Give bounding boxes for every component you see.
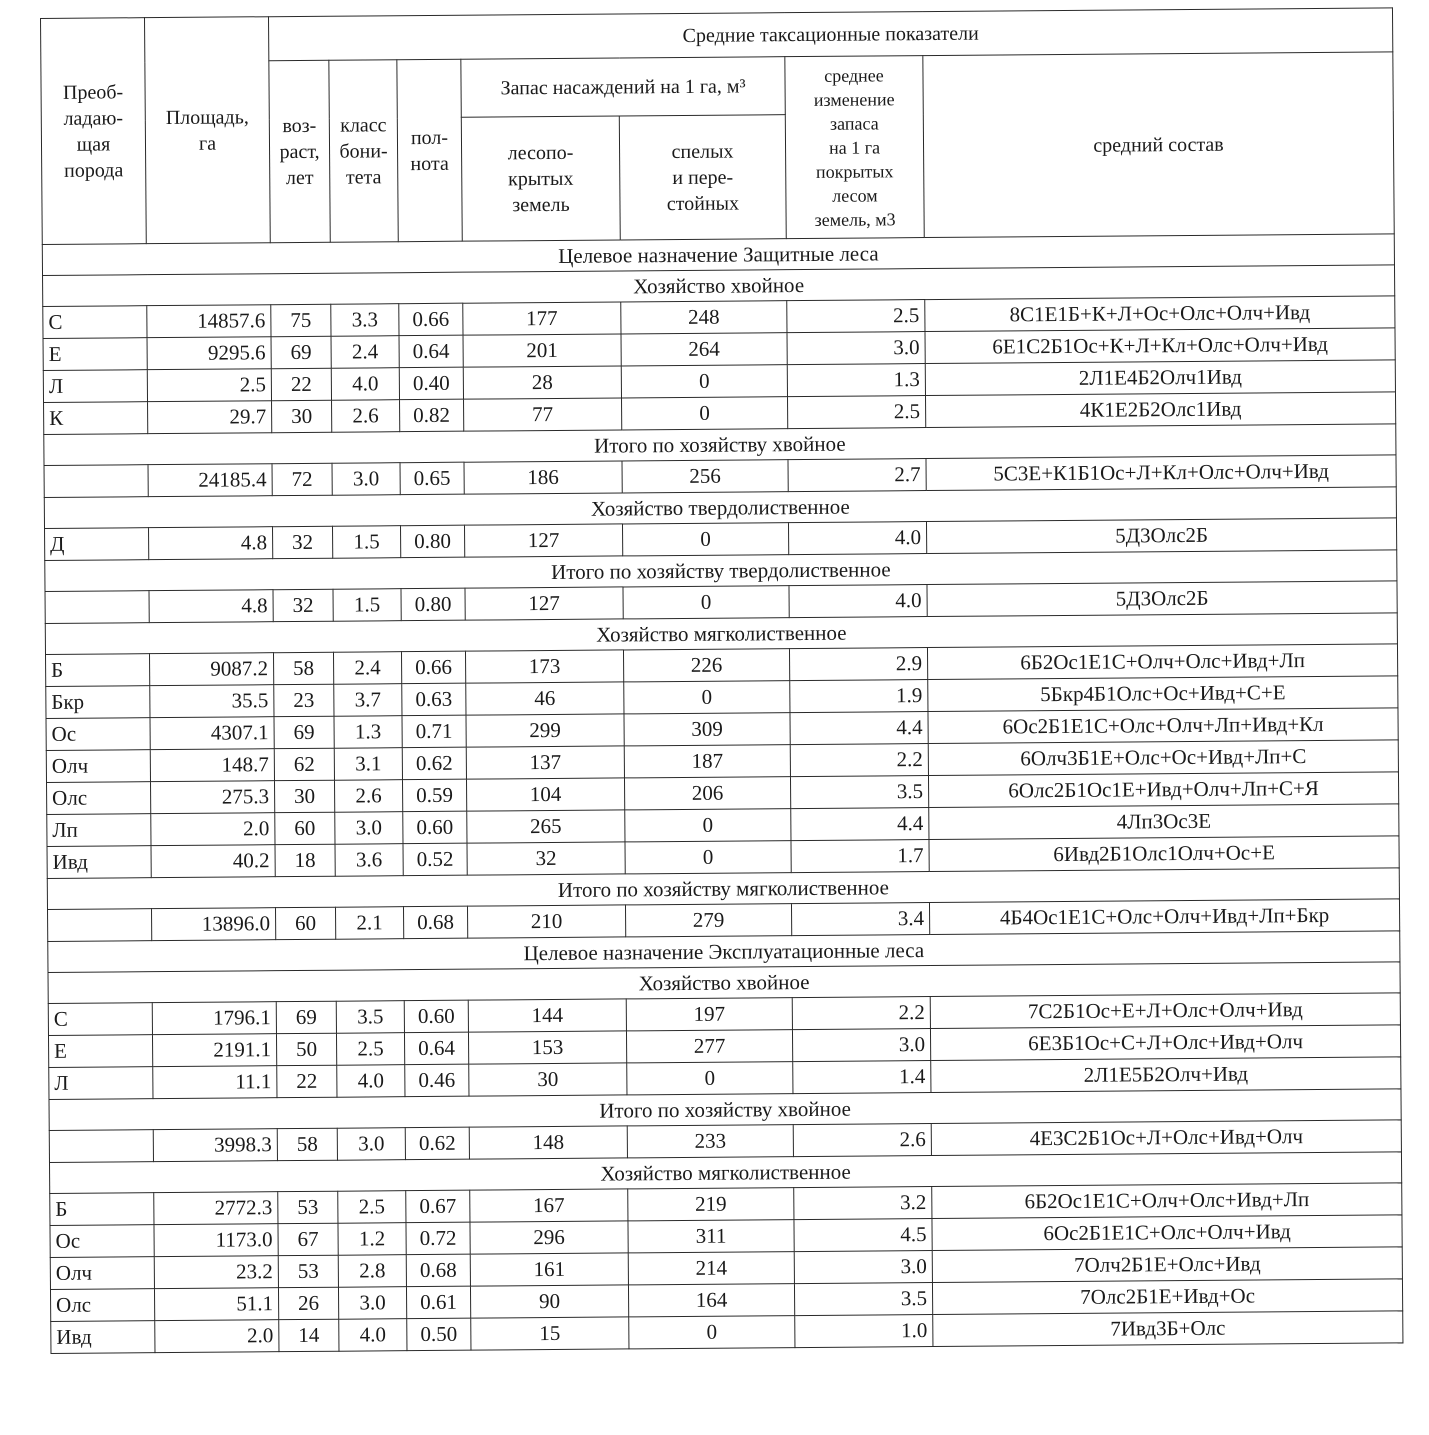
cell-stock-mature: 0 [625,809,791,842]
cell-bonitet: 2.4 [333,652,401,685]
cell-composition: 6Ос2Б1Е1С+Олс+Олч+Лп+Ивд+Кл [928,708,1398,744]
cell-species: Лп [47,814,151,847]
cell-age: 58 [273,652,333,684]
cell-species: С [48,1003,152,1036]
cell-species: Олс [50,1289,154,1322]
section-title: Хозяйство хвойное [48,962,1400,1004]
cell-age: 69 [271,336,331,368]
cell-area: 51.1 [154,1288,278,1321]
cell-composition: 5С3Е+К1Б1Ос+Л+Кл+Олс+Олч+Ивд [926,455,1396,491]
cell-change: 1.4 [793,1061,931,1094]
header-area: Площадь, га [145,17,271,244]
cell-bonitet: 3.5 [336,1001,404,1034]
cell-composition: 6Б2Ос1Е1С+Олч+Олс+Ивд+Лп [932,1183,1402,1219]
cell-change: 4.4 [790,712,928,745]
cell-change: 3.0 [787,332,925,365]
section-title: Целевое назначение Эксплуатационные леса [48,931,1400,973]
cell-composition: 5Бкр4Б1Олс+Ос+Ивд+С+Е [928,676,1398,712]
cell-stock-mature: 214 [628,1252,794,1285]
header-composition: средний состав [923,52,1394,238]
cell-composition: 2Л1Е5Б2Олч+Ивд [931,1057,1401,1093]
cell-area: 2191.1 [152,1034,276,1067]
header-group-title: Средние таксационные показатели [268,8,1392,61]
cell-density: 0.66 [401,651,465,684]
cell-stock-mature: 206 [624,777,790,810]
cell-stock-forest: 299 [466,714,624,747]
cell-stock-mature: 187 [624,745,790,778]
cell-composition: 7Олч2Б1Е+Олс+Ивд [932,1247,1402,1283]
cell-age: 50 [276,1033,336,1065]
cell-species: Бкр [46,686,150,719]
cell-change: 3.0 [794,1251,932,1284]
cell-density: 0.68 [403,906,467,939]
cell-density: 0.65 [400,462,464,495]
cell-species: Л [43,370,147,403]
cell-species: Олч [50,1257,154,1290]
header-change: среднее изменение запаса на 1 га покрытых лесом земель, м3 [785,56,924,239]
cell-species: Олс [47,782,151,815]
cell-change: 3.2 [794,1187,932,1220]
cell-density: 0.64 [399,335,463,368]
cell-composition: 7С2Б1Ос+Е+Л+Олс+Олч+Ивд [930,993,1400,1029]
cell-area: 1173.0 [154,1224,278,1257]
cell-stock-mature: 233 [627,1125,793,1158]
cell-composition: 6Б2Ос1Е1С+Олч+Олс+Ивд+Лп [927,644,1397,680]
cell-composition: 4Б4Ос1Е1С+Олс+Олч+Ивд+Лп+Бкр [929,899,1399,935]
cell-stock-mature: 311 [628,1220,794,1253]
section-title: Хозяйство мягколиственное [45,613,1397,655]
cell-stock-forest: 104 [466,778,624,811]
cell-stock-mature: 219 [628,1188,794,1221]
header-stock-mature: спелых и пере- стойных [619,115,786,240]
cell-age: 60 [275,812,335,844]
cell-area: 40.2 [151,845,275,878]
cell-change: 2.2 [792,997,930,1030]
cell-composition: 6Е3Б1Ос+С+Л+Олс+Ивд+Олч [930,1025,1400,1061]
cell-density: 0.72 [406,1222,470,1255]
cell-age: 69 [276,1001,336,1033]
cell-stock-mature: 226 [623,649,789,682]
cell-density: 0.52 [403,843,467,876]
cell-area: 2.0 [155,1320,279,1353]
cell-stock-mature: 197 [626,998,792,1031]
cell-stock-forest: 148 [469,1126,627,1159]
section-title: Целевое назначение Защитные леса [42,234,1394,276]
cell-stock-mature: 0 [624,681,790,714]
cell-bonitet: 1.2 [338,1223,406,1256]
cell-density: 0.59 [402,779,466,812]
cell-area: 9295.6 [147,337,271,370]
cell-composition: 6Олч3Б1Е+Олс+Ос+Ивд+Лп+С [928,740,1398,776]
cell-bonitet: 2.6 [334,780,402,813]
cell-density: 0.68 [406,1254,470,1287]
cell-stock-mature: 0 [621,365,787,398]
section-title: Итого по хозяйству мягколиственное [47,868,1399,910]
document-page [40,7,1402,1354]
cell-species [44,465,148,498]
cell-species: К [44,402,148,435]
cell-stock-mature: 0 [622,523,788,556]
cell-change: 2.5 [787,396,925,429]
cell-density: 0.82 [400,399,464,432]
header-stock-forest: лесопо- крытых земель [461,116,620,241]
cell-species: Б [45,654,149,687]
cell-bonitet: 4.0 [337,1065,405,1098]
cell-age: 32 [273,589,333,621]
cell-composition: 2Л1Е4Б2Олч1Ивд [925,360,1395,396]
cell-species: Е [48,1035,152,1068]
cell-bonitet: 3.0 [337,1128,405,1161]
cell-stock-mature: 0 [629,1316,795,1349]
cell-area: 11.1 [153,1066,277,1099]
cell-change: 2.5 [787,300,925,333]
cell-species: Олч [46,750,150,783]
cell-density: 0.60 [404,1000,468,1033]
cell-bonitet: 2.6 [332,400,400,433]
header-bonitet: класс бони- тета [329,60,398,243]
cell-area: 1796.1 [152,1002,276,1035]
cell-bonitet: 3.7 [334,684,402,717]
cell-stock-forest: 46 [466,682,624,715]
cell-age: 30 [272,400,332,432]
cell-change: 2.2 [790,744,928,777]
cell-density: 0.80 [401,588,465,621]
cell-area: 29.7 [148,401,272,434]
cell-age: 22 [277,1065,337,1097]
table-header [41,8,1395,245]
cell-density: 0.67 [406,1190,470,1223]
cell-age: 60 [275,907,335,939]
cell-age: 30 [274,780,334,812]
cell-composition: 5Д3Олс2Б [926,518,1396,554]
section-title: Хозяйство хвойное [43,265,1395,307]
cell-stock-forest: 296 [470,1221,628,1254]
cell-change: 4.0 [788,522,926,555]
cell-stock-mature: 0 [625,841,791,874]
cell-density: 0.64 [404,1032,468,1065]
cell-change: 3.5 [790,776,928,809]
cell-stock-mature: 248 [621,301,787,334]
cell-area: 148.7 [150,749,274,782]
cell-composition: 7Ивд3Б+Олс [933,1311,1403,1347]
cell-stock-mature: 0 [627,1062,793,1095]
cell-stock-forest: 210 [467,905,625,938]
cell-area: 275.3 [151,781,275,814]
cell-change: 3.4 [791,903,929,936]
cell-composition: 6Ос2Б1Е1С+Олс+Олч+Ивд [932,1215,1402,1251]
section-title: Итого по хозяйству хвойное [49,1089,1401,1131]
cell-species: Б [50,1193,154,1226]
cell-stock-forest: 15 [471,1317,629,1350]
cell-species: Е [43,338,147,371]
cell-bonitet: 1.5 [333,526,401,559]
header-species: Преоб- ладаю- щая порода [41,18,147,245]
cell-area: 35.5 [150,685,274,718]
cell-age: 14 [279,1319,339,1351]
cell-age: 67 [278,1223,338,1255]
cell-density: 0.61 [406,1286,470,1319]
cell-bonitet: 1.5 [333,589,401,622]
cell-density: 0.46 [405,1064,469,1097]
cell-density: 0.62 [402,747,466,780]
cell-stock-forest: 127 [465,587,623,620]
cell-age: 53 [278,1255,338,1287]
cell-species: Ивд [47,846,151,879]
cell-species: С [43,306,147,339]
cell-area: 2.5 [147,369,271,402]
cell-density: 0.66 [399,303,463,336]
cell-stock-forest: 77 [464,398,622,431]
cell-stock-forest: 32 [467,842,625,875]
cell-stock-forest: 173 [465,650,623,683]
cell-area: 3998.3 [153,1129,277,1162]
cell-stock-forest: 265 [467,810,625,843]
cell-age: 75 [271,304,331,336]
cell-density: 0.80 [400,525,464,558]
cell-bonitet: 3.1 [334,748,402,781]
cell-change: 1.0 [795,1315,933,1348]
cell-age: 32 [273,526,333,558]
table-body [42,234,1403,1354]
cell-composition: 7Олс2Б1Е+Ивд+Ос [932,1279,1402,1315]
cell-age: 22 [271,368,331,400]
cell-change: 2.7 [788,459,926,492]
cell-stock-mature: 309 [624,713,790,746]
cell-change: 3.5 [794,1283,932,1316]
cell-density: 0.71 [402,715,466,748]
cell-area: 13896.0 [151,908,275,941]
cell-stock-forest: 137 [466,746,624,779]
section-title: Итого по хозяйству хвойное [44,424,1396,466]
cell-bonitet: 2.5 [338,1191,406,1224]
cell-composition: 8С1Е1Б+К+Л+Ос+Олс+Олч+Ивд [925,296,1395,332]
cell-area: 4307.1 [150,717,274,750]
cell-composition: 6Олс2Б1Ос1Е+Ивд+Олч+Лп+С+Я [928,772,1398,808]
cell-species [49,1130,153,1163]
cell-density: 0.63 [402,683,466,716]
cell-change: 2.9 [789,648,927,681]
cell-age: 18 [275,844,335,876]
cell-area: 2772.3 [154,1192,278,1225]
cell-stock-forest: 201 [463,334,621,367]
cell-stock-forest: 144 [468,999,626,1032]
cell-composition: 5Д3Олс2Б [927,581,1397,617]
cell-species: Л [49,1067,153,1100]
cell-bonitet: 2.8 [338,1255,406,1288]
header-density: пол- нота [397,59,462,241]
cell-composition: 4Е3С2Б1Ос+Л+Олс+Ивд+Олч [931,1120,1401,1156]
cell-composition: 6Ивд2Б1Олс1Олч+Ос+Е [929,836,1399,872]
cell-age: 26 [278,1287,338,1319]
cell-bonitet: 2.1 [335,907,403,940]
cell-species: Д [45,528,149,561]
cell-species: Ос [46,718,150,751]
cell-bonitet: 4.0 [331,368,399,401]
cell-stock-mature: 264 [621,333,787,366]
cell-area: 2.0 [151,813,275,846]
cell-density: 0.50 [407,1318,471,1351]
cell-stock-forest: 28 [463,366,621,399]
cell-bonitet: 1.3 [334,716,402,749]
cell-species: Ивд [51,1321,155,1354]
cell-change: 1.3 [787,364,925,397]
cell-stock-forest: 186 [464,461,622,494]
section-title: Хозяйство твердолиственное [44,487,1396,529]
cell-stock-forest: 30 [469,1063,627,1096]
cell-bonitet: 3.3 [331,304,399,337]
cell-stock-forest: 161 [470,1253,628,1286]
cell-change: 1.9 [790,680,928,713]
cell-stock-forest: 127 [464,524,622,557]
cell-density: 0.60 [403,811,467,844]
section-title: Итого по хозяйству твердолиственное [45,550,1397,592]
cell-change: 1.7 [791,840,929,873]
cell-density: 0.40 [399,367,463,400]
cell-stock-mature: 0 [622,397,788,430]
cell-change: 4.4 [791,808,929,841]
cell-area: 4.8 [149,527,273,560]
cell-stock-forest: 167 [470,1189,628,1222]
forest-taxation-table [40,7,1403,1354]
cell-bonitet: 3.6 [335,844,403,877]
cell-age: 58 [277,1128,337,1160]
cell-bonitet: 2.5 [336,1033,404,1066]
cell-composition: 4Лп3Ос3Е [929,804,1399,840]
cell-composition: 6Е1С2Б1Ос+К+Л+Кл+Олс+Олч+Ивд [925,328,1395,364]
cell-bonitet: 2.4 [331,336,399,369]
cell-bonitet: 3.0 [335,812,403,845]
cell-area: 24185.4 [148,464,272,497]
cell-change: 2.6 [793,1124,931,1157]
cell-species [45,591,149,624]
header-age: воз- раст, лет [269,60,330,242]
cell-age: 69 [274,716,334,748]
cell-change: 3.0 [792,1029,930,1062]
cell-change: 4.0 [789,585,927,618]
cell-area: 4.8 [149,590,273,623]
cell-composition: 4К1Е2Б2Олс1Ивд [925,392,1395,428]
cell-bonitet: 4.0 [339,1319,407,1352]
cell-stock-forest: 90 [470,1285,628,1318]
section-title: Хозяйство мягколиственное [49,1152,1401,1194]
cell-stock-mature: 279 [625,904,791,937]
cell-age: 23 [274,684,334,716]
cell-density: 0.62 [405,1127,469,1160]
cell-stock-mature: 277 [626,1030,792,1063]
cell-area: 9087.2 [149,653,273,686]
cell-area: 23.2 [154,1256,278,1289]
cell-species [48,909,152,942]
cell-bonitet: 3.0 [338,1287,406,1320]
cell-area: 14857.6 [147,305,271,338]
cell-change: 4.5 [794,1219,932,1252]
cell-age: 72 [272,463,332,495]
cell-stock-mature: 164 [628,1284,794,1317]
cell-bonitet: 3.0 [332,463,400,496]
cell-age: 62 [274,748,334,780]
cell-stock-forest: 153 [468,1031,626,1064]
cell-stock-mature: 256 [622,460,788,493]
cell-species: Ос [50,1225,154,1258]
cell-stock-mature: 0 [623,586,789,619]
cell-age: 53 [278,1191,338,1223]
header-stock-title: Запас насаждений на 1 га, м³ [461,57,785,118]
cell-stock-forest: 177 [463,302,621,335]
